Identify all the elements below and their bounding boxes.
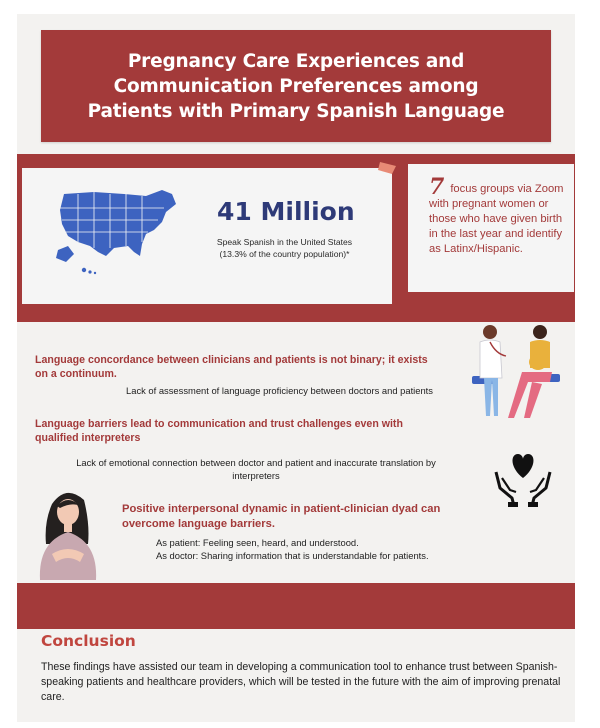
finding-1-heading: Language concordance between clinicians and patients is not binary; it exists on a continuum.: [35, 354, 428, 380]
hands-heart-icon: [492, 448, 554, 508]
woman-hugging-illustration: [30, 484, 106, 582]
conclusion-text: These findings have assisted our team in developing a communication tool to enhance trust between Spanish-speaking patients and healthcare providers, which will be tested in the future with the aim of improving prenatal care.: [41, 661, 561, 703]
conclusion-title: Conclusion: [41, 632, 136, 650]
finding-3-heading: Positive interpersonal dynamic in patient-clinician dyad can overcome language barriers.: [122, 503, 441, 530]
finding-2-detail: Lack of emotional connection between doctor and patient and inaccurate translation by interpreters: [76, 457, 436, 481]
us-map-icon: [54, 186, 182, 276]
finding-2-heading: Language barriers lead to communication and trust challenges even with qualified interpreters: [35, 418, 403, 444]
doctor-patient-illustration: [466, 320, 566, 422]
focus-groups-count: 7: [429, 174, 445, 200]
page-title: Pregnancy Care Experiences and Communication Preferences among Patients with Primary Spanish Language: [87, 50, 505, 122]
tape-icon: [378, 160, 398, 176]
finding-3-patient: As patient: Feeling seen, heard, and understood.: [156, 537, 359, 548]
conclusion-band: [17, 583, 575, 629]
focus-groups-text: 7 focus groups via Zoom with pregnant women or those who have given birth in the last year and identify as Latinx/Hispanic.: [429, 174, 564, 255]
spanish-speakers-caption: Speak Spanish in the United States (13.3% of the country population)*: [216, 237, 353, 259]
finding-1-detail: Lack of assessment of language proficiency between doctors and patients: [126, 385, 433, 396]
title-banner: [41, 30, 551, 142]
finding-3-doctor: As doctor: Sharing information that is understandable for patients.: [156, 550, 429, 561]
spanish-speakers-count: 41 Million: [217, 197, 355, 226]
